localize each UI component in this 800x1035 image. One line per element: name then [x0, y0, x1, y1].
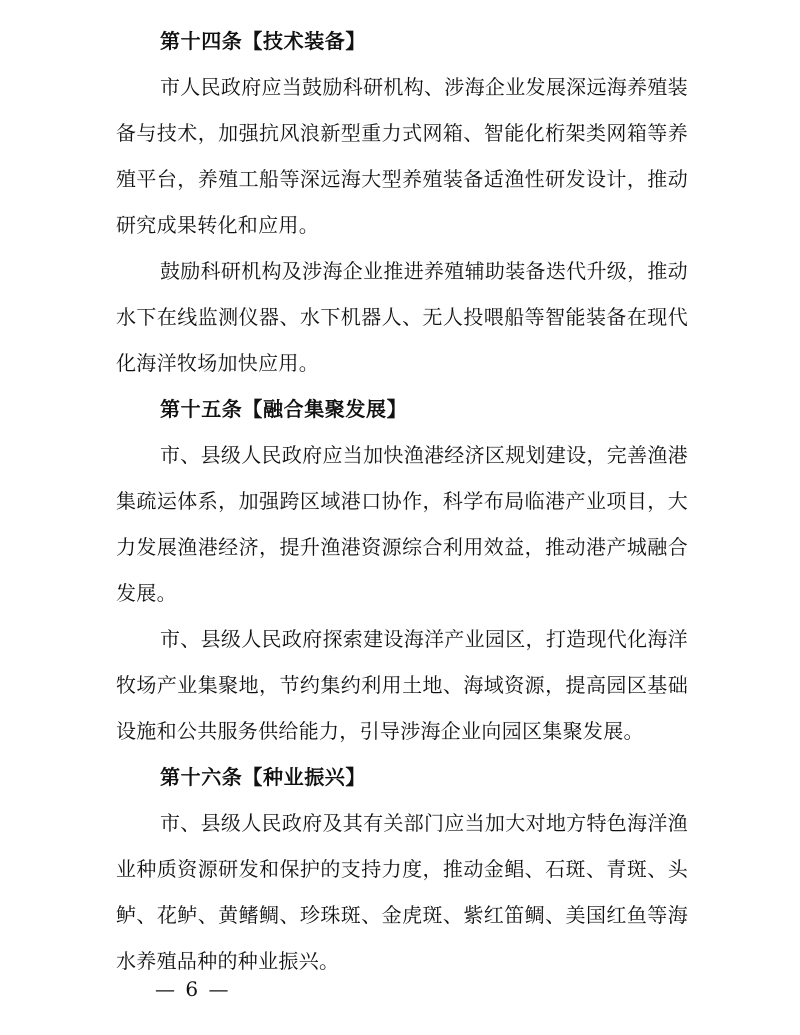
document-body [116, 18, 688, 984]
page-number: — 6 — [155, 977, 231, 1001]
article-14-paragraph-2: 鼓励科研机构及涉海企业推进养殖辅助装备迭代升级，推动水下在线监测仪器、水下机器人、无人投喂船等智能装备在现代化海洋牧场加快应用。 [116, 259, 688, 375]
article-14-heading: 第十四条【技术装备】 [160, 29, 366, 53]
article-15-paragraph-1: 市、县级人民政府应当加快渔港经济区规划建设，完善渔港集疏运体系，加强跨区域港口协作，科学布局临港产业项目，大力发展渔港经济，提升渔港资源综合利用效益，推动港产城融合发展。 [116, 443, 688, 605]
article-16-heading: 第十六条【种业振兴】 [160, 765, 366, 789]
article-14-paragraph-1: 市人民政府应当鼓励科研机构、涉海企业发展深远海养殖装备与技术，加强抗风浪新型重力式网箱、智能化桁架类网箱等养殖平台，养殖工船等深远海大型养殖装备适渔性研发设计，推动研究成果转化和应用。 [116, 75, 688, 237]
article-15-heading: 第十五条【融合集聚发展】 [160, 397, 408, 421]
article-16-paragraph-1: 市、县级人民政府及其有关部门应当加大对地方特色海洋渔业种质资源研发和保护的支持力度，推动金鲳、石斑、青斑、头鲈、花鲈、黄鳍鲷、珍珠斑、金虎斑、紫红笛鲷、美国红鱼等海水养殖品种的种业振兴。 [116, 811, 688, 973]
article-15-paragraph-2: 市、县级人民政府探索建设海洋产业园区，打造现代化海洋牧场产业集聚地，节约集约利用土地、海域资源，提高园区基础设施和公共服务供给能力，引导涉海企业向园区集聚发展。 [116, 627, 688, 743]
